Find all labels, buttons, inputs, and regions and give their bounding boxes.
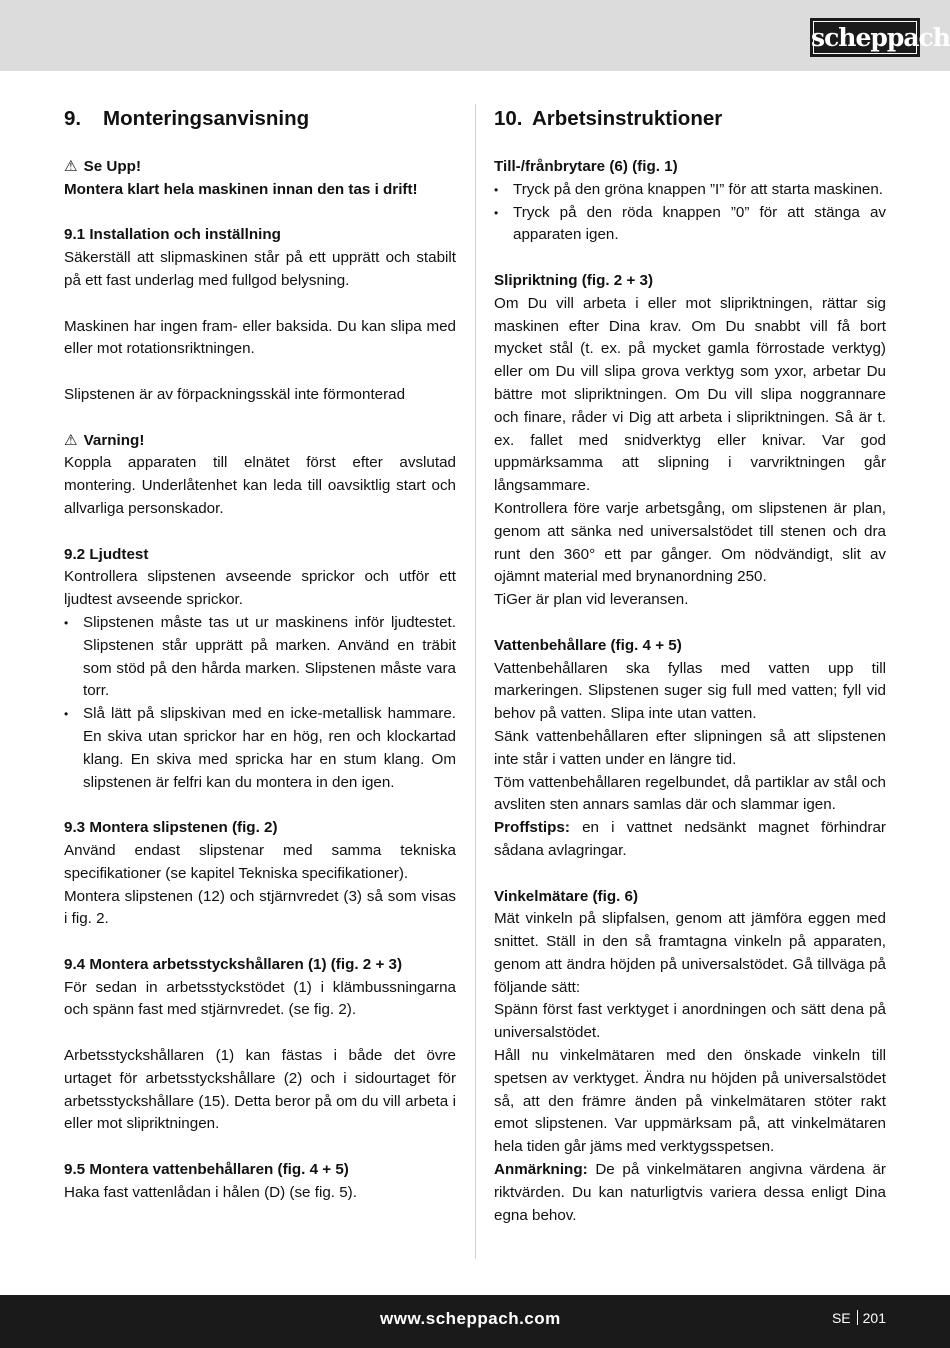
switch-title: Till-/frånbrytare (6) (fig. 1) bbox=[494, 158, 678, 175]
section-9-4-title: 9.4 Montera arbetsstyckshållaren (1) (fig. 2 + 3) bbox=[64, 955, 403, 973]
water-paragraph-1: Vattenbehållaren ska fyllas med vatten upp till markeringen. Slipstenen suger sig full med vatten; fyll vid behov på vatten. Slipa inte utan vatten. bbox=[494, 659, 886, 723]
section-9-3-paragraph-1: Använd endast slipstenar med samma tekniska specifikationer (se kapitel Tekniska specifikationer). bbox=[64, 841, 456, 882]
section-9-3-paragraph-2: Montera slipstenen (12) och stjärnvredet (3) så som visas i fig. 2. bbox=[64, 887, 456, 928]
list-item: • Slå lätt på slipskivan med en icke-metallisk hammare. En skiva utan sprickor har en hög, ren och klockartad klang. En skiva med spricka har en stum klang. Om slipstenen är felfri kan du montera in den igen. bbox=[64, 703, 456, 794]
section-9-2-intro: Kontrollera slipstenen avseende sprickor och utför ett ljudtest avseende sprickor. bbox=[64, 568, 456, 609]
warning-title: Varning! bbox=[83, 431, 145, 449]
section-9-4-paragraph-1: För sedan in arbetsstyckstödet (1) i klämbussningarna och spänn fast med stjärnvredet. (se fig. 2). bbox=[64, 978, 456, 1019]
direction-paragraph-2: Kontrollera före varje arbetsgång, om slipstenen är plan, genom att sänka ned universalstödet till stenen och dra runt den 360° ett par gånger. Om nödvändigt, slit av ojämnt material med brynanordning 250. bbox=[494, 499, 886, 586]
angle-note-text: De på vinkelmätaren angivna värdena är riktvärden. Du kan naturligtvis variera dessa enligt Dina egna behov. bbox=[494, 1161, 886, 1224]
section-9-2-bullet-list bbox=[64, 612, 456, 794]
angle-paragraph-2: Spänn först fast verktyget i anordningen och sätt dena på universalstödet. bbox=[494, 1001, 886, 1042]
section-10-number: 10. bbox=[494, 107, 523, 130]
direction-title: Slipriktning (fig. 2 + 3) bbox=[494, 271, 654, 289]
caution-title-line bbox=[64, 156, 456, 179]
scheppach-logo: scheppach bbox=[810, 18, 920, 57]
section-9-1-paragraph-3: Slipstenen är av förpackningsskäl inte förmonterad bbox=[64, 385, 406, 403]
footer-separator bbox=[857, 1310, 858, 1325]
section-10-heading bbox=[494, 104, 886, 134]
footer-page-number: 201 bbox=[862, 1310, 886, 1326]
section-9-2-title: 9.2 Ljudtest bbox=[64, 545, 149, 563]
footer-language: SE bbox=[831, 1310, 851, 1326]
section-9-number: 9. bbox=[64, 107, 82, 130]
header-band bbox=[0, 0, 950, 71]
section-9-heading bbox=[64, 104, 456, 134]
section-9-4-paragraph-2: Arbetsstyckshållaren (1) kan fästas i både det övre urtaget för arbetsstyckshållare (2) och i sidourtaget för arbetsstyckshållare (15). Detta beror på om du vill arbeta i eller mot slipriktningen. bbox=[64, 1047, 456, 1133]
water-paragraph-3: Töm vattenbehållaren regelbundet, då partiklar av stål och avsliten sten annars samlas där och slammar igen. bbox=[494, 773, 886, 814]
caution-title: Se Upp! bbox=[83, 158, 142, 175]
angle-note bbox=[494, 1159, 886, 1227]
water-paragraph-2: Sänk vattenbehållaren efter slipningen så att slipstenen inte står i vatten under en längre tid. bbox=[494, 727, 886, 768]
section-9-5-title: 9.5 Montera vattenbehållaren (fig. 4 + 5) bbox=[64, 1161, 349, 1179]
warning-triangle-icon: ⚠ bbox=[64, 158, 78, 175]
footer-page-info bbox=[832, 1310, 886, 1326]
water-tip bbox=[494, 817, 886, 863]
footer-band bbox=[0, 1295, 950, 1348]
section-9-1-title: 9.1 Installation och inställning bbox=[64, 226, 281, 244]
water-tip-text: en i vattnet nedsänkt magnet förhindrar sådana avlagringar. bbox=[494, 819, 886, 859]
right-column bbox=[494, 104, 886, 1227]
list-item: • Tryck på den gröna knappen ”I” för att starta maskinen. bbox=[494, 179, 886, 202]
direction-paragraph-1: Om Du vill arbeta i eller mot slipriktningen, rättar sig maskinen efter Dina krav. Om Du snabbt vill få bort mycket stål (t. ex. på mycket gamla förrostade verktyg) eller om Du vill slipa grova verktyg som yxor, arbetar Du bättre mot slipriktningen. Om Du vill slipa noggrannare och finare, råder vi Dig att arbeta i slipriktningen. Så är t. ex. fallet med snidverktyg eller knivar. Var god uppmärksamma att slipning i varvriktningen går långsammare. bbox=[494, 294, 886, 495]
section-9-title: Monteringsanvisning bbox=[103, 107, 310, 130]
switch-bullet-list bbox=[494, 179, 886, 247]
section-9-1-paragraph-2: Maskinen har ingen fram- eller baksida. Du kan slipa med eller mot rotationsriktningen. bbox=[64, 317, 456, 358]
direction-paragraph-3: TiGer är plan vid leveransen. bbox=[494, 591, 689, 609]
water-tip-label: Proffstips: bbox=[494, 819, 570, 837]
angle-title: Vinkelmätare (fig. 6) bbox=[494, 887, 639, 905]
angle-paragraph-1: Mät vinkeln på slipfalsen, genom att jämföra eggen med snittet. Ställ in den så framtagna vinkeln på apparaten, genom att ändra höjden på universalstödet. Gå tillväga på följande sätt: bbox=[494, 910, 886, 996]
water-title: Vattenbehållare (fig. 4 + 5) bbox=[494, 636, 682, 654]
list-item: • Tryck på den röda knappen ”0” för att stänga av apparaten igen. bbox=[494, 202, 886, 248]
footer-url-link[interactable]: www.scheppach.com bbox=[380, 1309, 561, 1328]
angle-note-label: Anmärkning: bbox=[494, 1161, 588, 1179]
warning-title-line bbox=[64, 430, 456, 453]
section-9-1-paragraph-1: Säkerställ att slipmaskinen står på ett upprätt och stabilt på ett fast underlag med fullgod belysning. bbox=[64, 249, 456, 289]
angle-paragraph-3: Håll nu vinkelmätaren med den önskade vinkeln till spetsen av verktyget. Ändra nu höjden på universalstödet så, att den främre änden på vinkelmätaren stöter rakt emot slipstenen. Var uppmärksam på, att vinkelmätaren hela tiden går jäms med verktygsspetsen. bbox=[494, 1047, 886, 1156]
section-9-5-paragraph-1: Haka fast vattenlådan i hålen (D) (se fig. 5). bbox=[64, 1183, 357, 1201]
left-column bbox=[64, 104, 456, 1205]
list-item: • Slipstenen måste tas ut ur maskinens inför ljudtestet. Slipstenen står upprätt på marken. Använd en träbit som stöd på den hårda marken. Slipstenen måste vara torr. bbox=[64, 612, 456, 703]
caution-text: Montera klart hela maskinen innan den tas i drift! bbox=[64, 180, 418, 198]
warning-triangle-icon: ⚠ bbox=[64, 431, 78, 449]
warning-text: Koppla apparaten till elnätet först efter avslutad montering. Underlåtenhet kan leda till oavsiktlig start och allvarliga personskador. bbox=[64, 454, 456, 517]
section-9-3-title: 9.3 Montera slipstenen (fig. 2) bbox=[64, 819, 278, 837]
column-divider bbox=[475, 104, 476, 1259]
section-10-title: Arbetsinstruktioner bbox=[532, 107, 723, 130]
